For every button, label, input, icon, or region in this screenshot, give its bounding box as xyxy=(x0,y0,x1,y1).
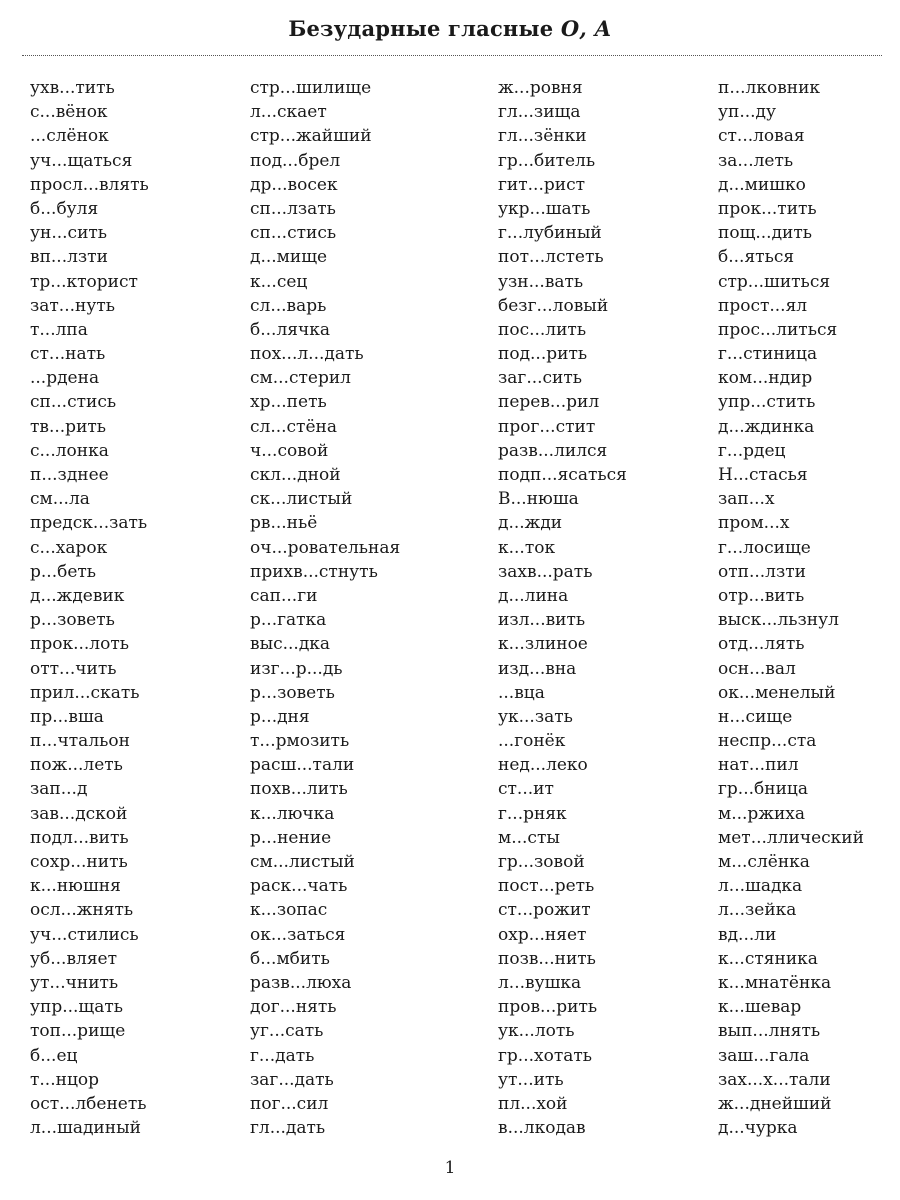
word-item: пров...рить xyxy=(498,997,598,1018)
word-item: р...гатка xyxy=(250,610,327,631)
word-item: уч...стились xyxy=(30,924,139,945)
word-item: осн...вал xyxy=(718,658,796,679)
word-item: оч...ровательная xyxy=(250,537,401,558)
word-item: стр...шиться xyxy=(718,271,831,292)
word-columns xyxy=(0,76,900,1156)
word-item: отт...чить xyxy=(30,658,117,679)
word-item: ком...ндир xyxy=(718,368,813,389)
word-item: скл...дной xyxy=(250,465,341,485)
word-item: пощ...дить xyxy=(718,223,813,244)
word-item: пож...леть xyxy=(30,755,123,776)
word-item: заг...дать xyxy=(250,1069,334,1090)
word-item: г...лубиный xyxy=(498,223,602,244)
page-number: 1 xyxy=(444,1158,456,1178)
word-item: м...ржиха xyxy=(718,803,806,824)
word-item: заг...сить xyxy=(498,368,583,389)
word-item: изг...р...дь xyxy=(250,658,343,679)
page-title-text: Безударные гласные xyxy=(288,16,561,41)
word-item: стр...жайший xyxy=(250,126,372,147)
word-item: зах...х...тали xyxy=(718,1069,831,1090)
word-column-4 xyxy=(718,76,864,1140)
word-item: гл...дать xyxy=(250,1118,326,1139)
word-item: нед...леко xyxy=(498,755,588,776)
word-item: зап...д xyxy=(30,779,88,800)
word-item: р...зоветь xyxy=(250,682,335,703)
word-item: ...гонёк xyxy=(498,731,566,752)
word-item: зав...дской xyxy=(30,803,128,824)
word-item: В...нюша xyxy=(498,489,579,510)
word-item: ухв...тить xyxy=(30,78,115,98)
word-item: выс...дка xyxy=(250,634,331,655)
word-item: л...вушка xyxy=(498,972,582,993)
word-item: позв...нить xyxy=(498,948,596,969)
word-item: д...ждинка xyxy=(718,416,815,437)
word-item: отп...лзти xyxy=(718,561,806,582)
word-item: б...ец xyxy=(30,1045,78,1066)
word-item: ж...ровня xyxy=(498,78,583,98)
word-item: сохр...нить xyxy=(30,852,128,872)
word-item: б...мбить xyxy=(250,948,330,969)
word-item: разв...лился xyxy=(498,440,608,461)
word-item: др...восек xyxy=(250,174,338,195)
word-item: отд...лять xyxy=(718,634,805,655)
word-item: ск...листый xyxy=(250,489,353,510)
word-item: т...лпа xyxy=(30,319,88,340)
word-item: см...ла xyxy=(30,489,90,510)
word-item: б...яться xyxy=(718,247,795,268)
word-item: пл...хой xyxy=(498,1093,568,1114)
word-item: за...леть xyxy=(718,150,794,171)
word-item: гр...зовой xyxy=(498,852,585,872)
word-item: д...ждевик xyxy=(30,585,125,606)
word-item: разв...люха xyxy=(250,972,352,993)
word-item: ут...ить xyxy=(498,1069,564,1090)
word-item: прихв...стнуть xyxy=(250,561,378,582)
word-item: ...слёнок xyxy=(30,126,109,147)
word-item: г...рдец xyxy=(718,440,786,461)
word-item: г...рняк xyxy=(498,803,567,824)
word-item: ост...лбенеть xyxy=(30,1093,147,1114)
word-item: гит...рист xyxy=(498,174,585,195)
word-item: перев...рил xyxy=(498,392,600,413)
word-item: сп...стись xyxy=(30,392,117,413)
word-item: с...лонка xyxy=(30,440,109,461)
word-item: неспр...ста xyxy=(718,731,817,752)
page-title-letters: О, А xyxy=(560,16,612,41)
word-item: к...стяника xyxy=(718,948,818,969)
word-item: уп...ду xyxy=(718,102,777,123)
word-item: зат...нуть xyxy=(30,295,116,316)
word-item: д...мище xyxy=(250,247,328,268)
word-item: отр...вить xyxy=(718,585,805,606)
word-item: д...чурка xyxy=(718,1118,798,1139)
word-item: б...буля xyxy=(30,198,99,219)
word-item: л...зейка xyxy=(718,900,797,921)
word-item: т...рмозить xyxy=(250,731,350,752)
word-item: к...шевар xyxy=(718,997,802,1018)
page-title xyxy=(0,16,900,41)
word-item: под...брел xyxy=(250,150,341,171)
word-item: гр...хотать xyxy=(498,1045,593,1066)
word-item: ок...менелый xyxy=(718,682,836,703)
word-item: ...вца xyxy=(498,682,545,703)
word-item: гл...зища xyxy=(498,102,581,123)
word-item: сл...варь xyxy=(250,295,327,316)
word-item: просл...влять xyxy=(30,174,149,195)
word-item: прос...литься xyxy=(718,319,838,340)
word-item: прил...скать xyxy=(30,682,140,703)
word-item: дог...нять xyxy=(250,997,337,1018)
word-item: вып...лнять xyxy=(718,1021,821,1042)
word-item: гр...битель xyxy=(498,150,596,171)
word-item: раск...чать xyxy=(250,876,348,897)
word-item: с...харок xyxy=(30,537,108,558)
word-item: прост...ял xyxy=(718,295,808,316)
word-item: р...зоветь xyxy=(30,610,115,631)
word-item: стр...шилище xyxy=(250,78,372,98)
word-item: к...нюшня xyxy=(30,876,121,897)
word-item: к...лючка xyxy=(250,803,335,824)
word-item: уч...щаться xyxy=(30,150,133,171)
word-item: ч...совой xyxy=(250,440,329,461)
word-item: мет...ллический xyxy=(718,827,864,848)
word-item: вп...лзти xyxy=(30,247,108,268)
word-item: см...листый xyxy=(250,852,355,872)
word-item: рв...ньё xyxy=(250,513,318,534)
word-item: вд...ли xyxy=(718,924,777,945)
word-item: изл...вить xyxy=(498,610,586,631)
word-item: прок...тить xyxy=(718,198,817,219)
word-item: упр...щать xyxy=(30,997,124,1018)
word-item: Н...стасья xyxy=(718,465,808,485)
word-item: п...лковник xyxy=(718,78,821,98)
word-item: охр...няет xyxy=(498,924,587,945)
word-item: р...беть xyxy=(30,561,97,582)
word-item: захв...рать xyxy=(498,561,593,582)
word-item: прог...стит xyxy=(498,416,596,437)
word-item: укр...шать xyxy=(498,198,591,219)
word-item: сл...стёна xyxy=(250,416,337,437)
word-item: пох...л...дать xyxy=(250,344,364,365)
word-item: гл...зёнки xyxy=(498,126,587,147)
word-item: сап...ги xyxy=(250,585,318,606)
word-item: н...сище xyxy=(718,706,793,727)
word-item: прок...лоть xyxy=(30,634,129,655)
word-item: ок...заться xyxy=(250,924,346,945)
word-item: к...сец xyxy=(250,271,308,292)
word-item: ...рдена xyxy=(30,368,100,389)
word-item: ст...ловая xyxy=(718,126,805,147)
word-item: упр...стить xyxy=(718,392,816,413)
word-item: сп...стись xyxy=(250,223,337,244)
word-item: ут...чнить xyxy=(30,972,119,993)
word-item: ж...днейший xyxy=(718,1093,832,1114)
word-item: ст...рожит xyxy=(498,900,591,921)
word-item: пост...реть xyxy=(498,876,595,897)
word-item: т...нцор xyxy=(30,1069,99,1090)
word-item: п...чтальон xyxy=(30,731,130,752)
word-item: хр...петь xyxy=(250,392,327,413)
word-item: ук...зать xyxy=(498,706,573,727)
word-item: заш...гала xyxy=(718,1045,810,1066)
word-column-1 xyxy=(30,76,149,1140)
word-item: л...шадиный xyxy=(30,1118,141,1139)
word-item: узн...вать xyxy=(498,271,584,292)
word-item: пот...лстеть xyxy=(498,247,604,268)
word-item: л...скает xyxy=(250,102,327,123)
word-item: см...стерил xyxy=(250,368,351,389)
word-item: ст...ит xyxy=(498,779,554,800)
word-item: топ...рище xyxy=(30,1021,126,1042)
word-item: к...зопас xyxy=(250,900,328,921)
word-item: в...лкодав xyxy=(498,1118,586,1139)
word-item: к...злиное xyxy=(498,634,588,655)
word-item: ст...нать xyxy=(30,344,106,365)
word-item: пром...х xyxy=(718,513,790,534)
word-item: д...жди xyxy=(498,513,563,534)
word-item: предск...зать xyxy=(30,513,148,534)
word-item: ун...сить xyxy=(30,223,108,244)
word-item: расш...тали xyxy=(250,755,355,776)
word-item: тр...кторист xyxy=(30,271,138,292)
word-item: р...дня xyxy=(250,706,310,727)
word-item: уб...вляет xyxy=(30,948,118,969)
word-item: м...слёнка xyxy=(718,852,810,872)
word-item: пос...лить xyxy=(498,319,587,340)
word-item: нат...пил xyxy=(718,755,799,776)
word-item: к...ток xyxy=(498,537,556,558)
word-item: гр...бница xyxy=(718,779,808,800)
word-item: тв...рить xyxy=(30,416,107,437)
word-item: подп...ясаться xyxy=(498,465,627,485)
word-item: р...нение xyxy=(250,827,332,848)
word-item: пог...сил xyxy=(250,1093,329,1114)
word-item: безг...ловый xyxy=(498,295,609,316)
word-item: м...сты xyxy=(498,827,560,848)
word-column-2 xyxy=(250,76,400,1140)
word-item: уг...сать xyxy=(250,1021,324,1042)
word-item: г...лосище xyxy=(718,537,811,558)
word-item: пр...вша xyxy=(30,706,104,727)
word-item: ук...лоть xyxy=(498,1021,575,1042)
word-item: подл...вить xyxy=(30,827,129,848)
dotted-divider xyxy=(22,55,882,56)
word-item: сп...лзать xyxy=(250,198,336,219)
word-item: осл...жнять xyxy=(30,900,134,921)
word-item: д...лина xyxy=(498,585,569,606)
word-item: с...вёнок xyxy=(30,102,108,123)
word-item: п...зднее xyxy=(30,465,109,485)
word-item: зап...х xyxy=(718,489,775,510)
word-item: д...мишко xyxy=(718,174,806,195)
word-item: похв...лить xyxy=(250,779,348,800)
word-item: б...лячка xyxy=(250,319,330,340)
word-item: выск...льзнул xyxy=(718,610,839,631)
word-item: к...мнатёнка xyxy=(718,972,832,993)
word-item: под...рить xyxy=(498,344,588,365)
word-column-3 xyxy=(498,76,627,1140)
word-item: изд...вна xyxy=(498,658,577,679)
word-item: г...стиница xyxy=(718,344,818,365)
word-item: л...шадка xyxy=(718,876,803,897)
word-item: г...дать xyxy=(250,1045,315,1066)
